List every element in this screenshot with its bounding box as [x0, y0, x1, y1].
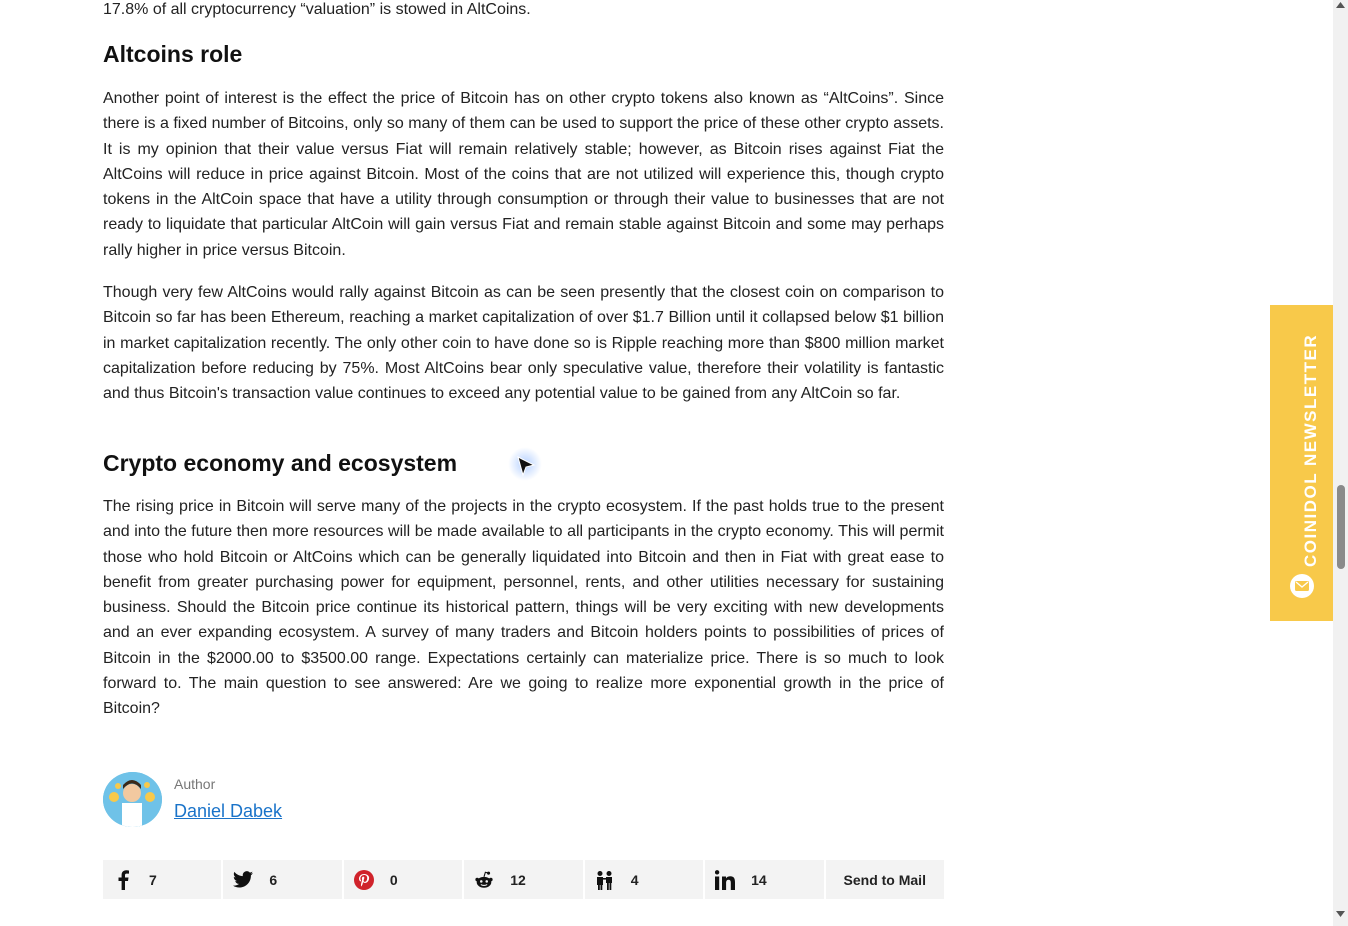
share-linkedin-button[interactable] — [705, 860, 823, 899]
author-name-link[interactable]: Daniel Dabek — [174, 801, 283, 821]
mouse-cursor-icon — [515, 455, 537, 477]
facebook-icon — [113, 870, 133, 890]
paragraph-crypto-economy: The rising price in Bitcoin will serve many of the projects in the crypto ecosystem. If the past holds true to the present and into the future then more resources will be made available to all participants in the crypto economy. This will permit those who hold Bitcoin or AltCoins which can be generally liquidated into Bitcoin and then in Fiat with great ease to benefit from greater purchasing power for equipment, personnel, rents, and other utilities necessary for sustaining business. Should the Bitcoin price continue its historical pattern, things will be very exciting with new developments and an ever expanding ecosystem. A survey of many traders and Bitcoin holders points to possibilities of prices of Bitcoin in the $2000.00 to $3500.00 range. Expectations certainly can materialize price. There is so much to look forward to. The main question to see answered: Are we going to realize more exponential growth in the price of Bitcoin? — [103, 498, 944, 718]
share-bar — [103, 860, 944, 899]
reddit-count: 12 — [510, 871, 526, 888]
linkedin-count: 14 — [751, 871, 767, 888]
heading-crypto-economy: Crypto economy and ecosystem — [103, 450, 458, 476]
pinterest-count: 0 — [389, 871, 398, 888]
page-scrollbar[interactable] — [1333, 0, 1348, 926]
other-count: 4 — [630, 871, 639, 888]
twitter-count: 6 — [269, 871, 278, 888]
share-twitter-button[interactable] — [223, 860, 341, 899]
scroll-thumb[interactable] — [1337, 485, 1345, 569]
share-pinterest-button[interactable] — [344, 860, 462, 899]
twitter-icon — [233, 870, 253, 890]
facebook-count: 7 — [149, 871, 157, 888]
paragraph-altcoins-2: Though very few AltCoins would rally against Bitcoin as can be seen presently that the closest coin on comparison to Bitcoin so far has been Ethereum, reaching a market capitalization of over $1.7 Billion until it collapsed below $1 billion in market capitalization recently. The only other coin to have done so is Ripple reaching more than $800 million market capitalization before reducing by 75%. Most AltCoins bear only speculative value, therefore their volatility is fantastic and thus Bitcoin's transaction value continues to exceed any potential value to be gained from any AltCoin so far. — [103, 284, 944, 403]
author-label: Author — [174, 776, 216, 792]
share-facebook-button[interactable] — [103, 860, 221, 899]
share-other-button[interactable] — [585, 860, 703, 899]
lead-text: 17.8% of all cryptocurrency “valuation” is stowed in AltCoins. — [103, 1, 531, 18]
linkedin-icon — [715, 870, 735, 890]
send-to-mail-button[interactable]: Send to Mail — [826, 860, 944, 899]
newsletter-tab[interactable] — [1270, 305, 1333, 621]
mail-icon — [1290, 574, 1314, 598]
author-avatar[interactable] — [103, 772, 162, 827]
pinterest-icon — [354, 870, 374, 890]
newsletter-label: COINIDOL NEWSLETTER — [1301, 333, 1320, 567]
scroll-up-arrow-icon[interactable] — [1333, 2, 1348, 14]
heading-altcoins-role: Altcoins role — [103, 41, 243, 67]
people-icon — [595, 870, 615, 890]
paragraph-altcoins-1: Another point of interest is the effect the price of Bitcoin has on other crypto tokens also known as “AltCoins”. Since there is a fixed number of Bitcoins, only so many of them can be used to support the price of these other crypto assets. It is my opinion that their value versus Fiat will remain relatively stable; however, as Bitcoin rises against Fiat the AltCoins will reduce in price against Bitcoin. Most of the coins that are not utilized will experience this, though crypto tokens in the AltCoin space that have a utility through consumption or through their value to businesses that are not ready to liquidate that particular AltCoin will gain versus Fiat and remain stable against Bitcoin and some may perhaps rally higher in price versus Bitcoin. — [103, 90, 944, 259]
reddit-icon — [474, 870, 494, 890]
share-reddit-button[interactable] — [464, 860, 582, 899]
scroll-down-arrow-icon[interactable] — [1333, 911, 1348, 923]
author-box — [103, 772, 503, 828]
